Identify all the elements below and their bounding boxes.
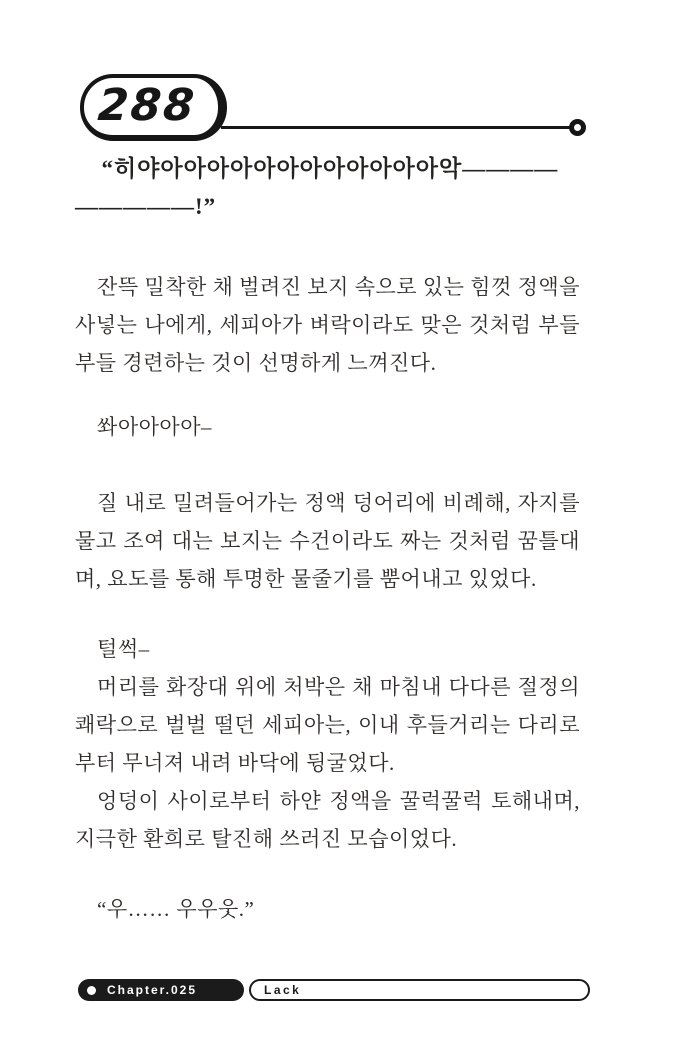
dialogue-heading bbox=[75, 150, 580, 226]
paragraph: 머리를 화장대 위에 처박은 채 마침내 다다른 절정의 쾌락으로 벌벌 떨던 세피아는, 이내 후들거리는 다리로부터 무너져 내려 바닥에 뒹굴었다. bbox=[75, 675, 580, 775]
dialogue-heading-line2: —————!” bbox=[75, 194, 217, 219]
brand-label: Lack bbox=[264, 983, 302, 997]
dialogue-heading-line1: “히야아아아아아아아아아아아아악———— bbox=[101, 156, 559, 181]
chapter-badge bbox=[78, 979, 244, 1001]
dialogue-line: “우…… 우우웃.” bbox=[97, 897, 255, 921]
bullet-dot-icon bbox=[87, 986, 96, 995]
paragraph: 질 내로 밀려들어가는 정액 덩어리에 비례해, 자지를 물고 조여 대는 보지는 수건이라도 짜는 것처럼 꿈틀대며, 요도를 통해 투명한 물줄기를 뿜어내고 있었다. bbox=[75, 491, 580, 591]
line-end-ring-icon bbox=[569, 119, 586, 136]
chapter-label: Chapter.025 bbox=[107, 983, 198, 997]
sound-effect-line: 쏴아아아아– bbox=[97, 415, 212, 439]
page-text-block bbox=[75, 150, 580, 928]
page-number-badge bbox=[80, 74, 227, 141]
brand-badge bbox=[249, 979, 590, 1001]
paragraph: 엉덩이 사이로부터 하얀 정액을 꿀럭꿀럭 토해내며, 지극한 환희로 탈진해 쓰러진 모습이었다. bbox=[75, 789, 580, 851]
header-rule-line bbox=[221, 126, 571, 129]
sound-effect-line: 털썩– bbox=[97, 637, 150, 661]
page-number: 288 bbox=[96, 80, 198, 131]
paragraph: 잔뜩 밀착한 채 벌려진 보지 속으로 있는 힘껏 정액을 사넣는 나에게, 세피아가 벼락이라도 맞은 것처럼 부들부들 경련하는 것이 선명하게 느껴진다. bbox=[75, 275, 580, 375]
